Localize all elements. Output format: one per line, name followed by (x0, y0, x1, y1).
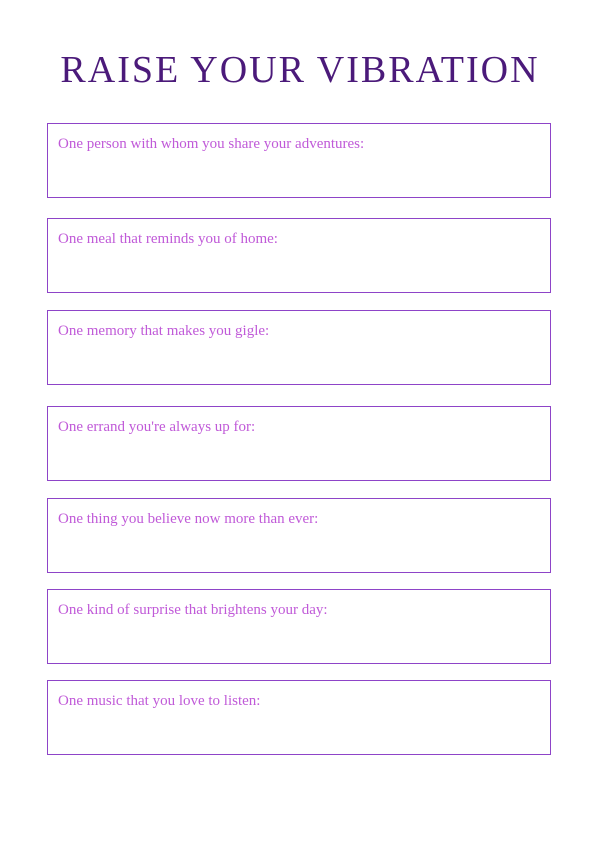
prompt-label: One music that you love to listen: (58, 693, 261, 709)
answer-field[interactable] (58, 255, 540, 286)
answer-field[interactable] (58, 347, 540, 378)
prompt-box-music[interactable] (47, 680, 551, 755)
answer-field[interactable] (58, 160, 540, 191)
prompt-box-belief[interactable] (47, 498, 551, 573)
prompt-label: One meal that reminds you of home: (58, 231, 278, 247)
answer-field[interactable] (58, 717, 540, 748)
prompt-box-memory[interactable] (47, 310, 551, 385)
prompt-label: One errand you're always up for: (58, 419, 256, 435)
prompt-box-meal[interactable] (47, 218, 551, 293)
answer-field[interactable] (58, 626, 540, 657)
prompt-box-adventures[interactable] (47, 123, 551, 198)
prompt-label: One kind of surprise that brightens your day: (58, 602, 328, 618)
prompt-label: One person with whom you share your adventures: (58, 136, 365, 152)
answer-field[interactable] (58, 443, 540, 474)
prompt-box-surprise[interactable] (47, 589, 551, 664)
prompt-label: One memory that makes you gigle: (58, 323, 270, 339)
answer-field[interactable] (58, 535, 540, 566)
prompt-box-errand[interactable] (47, 406, 551, 481)
page-title: RAISE YOUR VIBRATION (60, 49, 540, 91)
prompt-label: One thing you believe now more than ever: (58, 511, 319, 527)
